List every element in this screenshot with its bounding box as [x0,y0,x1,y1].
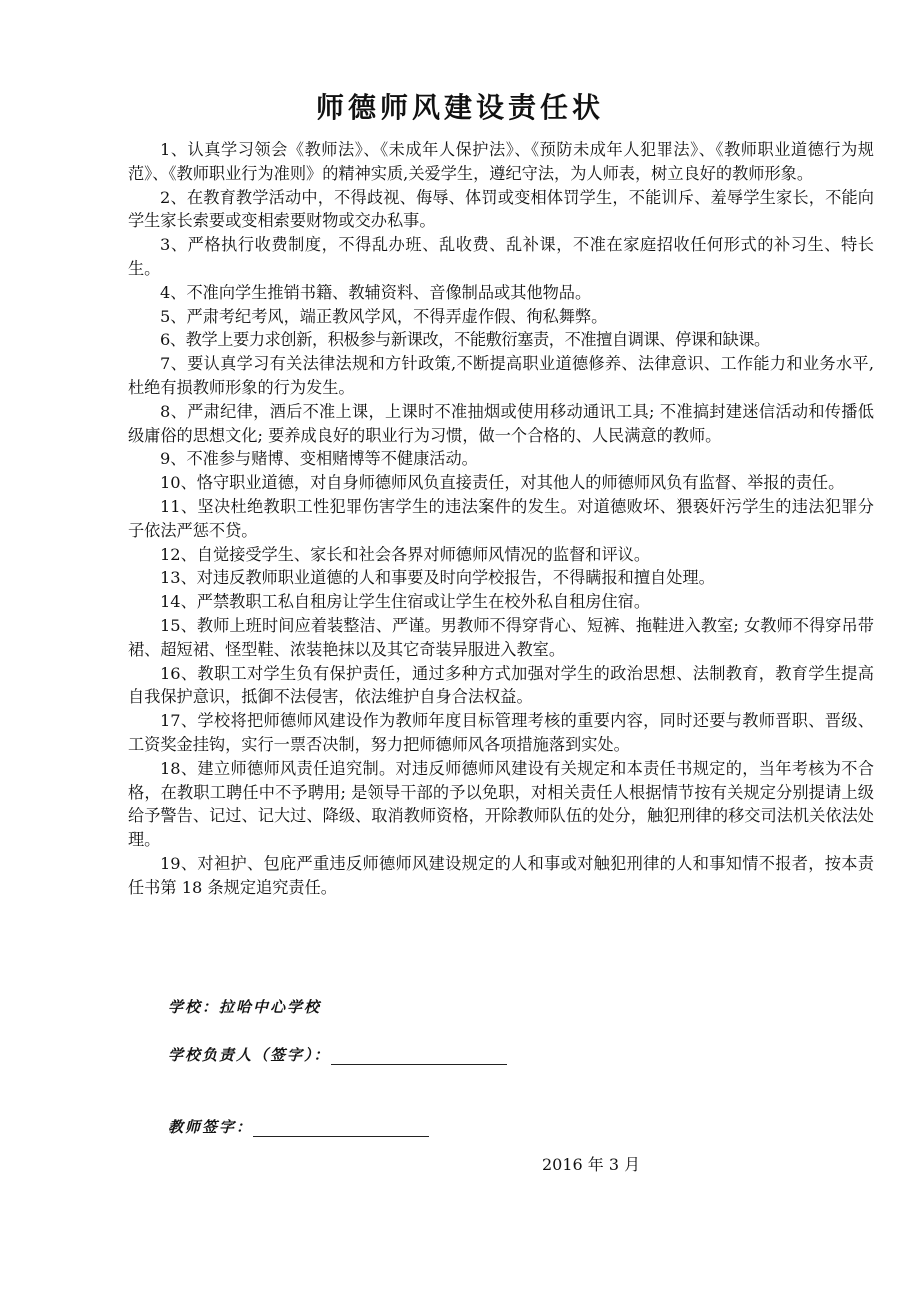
clause-7: 7、要认真学习有关法律法规和方针政策,不断提高职业道德修养、法律意识、工作能力和业务水平,杜绝有损教师形象的行为发生。 [128,354,874,397]
document-date: 2016 年 3 月 [542,1155,641,1174]
clause-13: 13、对违反教师职业道德的人和事要及时向学校报告，不得瞒报和擅自处理。 [160,568,715,588]
clause-1: 1、认真学习领会《教师法》、《未成年人保护法》、《预防未成年人犯罪法》、《教师职业道德行为规范》、《教师职业行为准则》的精神实质,关爱学生，遵纪守法，为人师表，树立良好的教师形象。 [128,140,874,183]
clause-4: 4、不准向学生推销书籍、教辅资料、音像制品或其他物品。 [160,282,592,302]
clause-19: 19、对袒护、包庇严重违反师德师风建设规定的人和事或对触犯刑律的人和事知情不报者，按本责任书第 18 条规定追究责任。 [128,853,874,897]
principal-signature-field[interactable] [331,1046,507,1065]
principal-signature-label: 学校负责人（签字）： [168,1046,331,1064]
clause-12: 12、自觉接受学生、家长和社会各界对师德师风情况的监督和评议。 [160,544,651,564]
clause-14: 14、严禁教职工私自租房让学生住宿或让学生在校外私自租房住宿。 [160,592,651,612]
clause-9: 9、不准参与赌博、变相赌博等不健康活动。 [160,449,478,469]
teacher-signature-line [168,1116,429,1137]
principal-signature-line [168,1044,507,1065]
clause-11: 11、坚决杜绝教职工性犯罪伤害学生的违法案件的发生。对道德败坏、猥亵奸污学生的违法犯罪分子依法严惩不贷。 [128,496,874,540]
document-title: 师德师风建设责任状 [315,91,604,124]
clause-17: 17、学校将把师德师风建设作为教师年度目标管理考核的重要内容，同时还要与教师晋职、晋级、工资奖金挂钩，实行一票否决制，努力把师德师风各项措施落到实处。 [128,711,874,754]
teacher-signature-field[interactable] [253,1118,429,1137]
clause-3: 3、严格执行收费制度，不得乱办班、乱收费、乱补课，不准在家庭招收任何形式的补习生、特长生。 [128,235,874,278]
clause-list [128,138,874,900]
clause-6: 6、教学上要力求创新，积极参与新课改，不能敷衍塞责，不准擅自调课、停课和缺课。 [160,330,770,350]
teacher-signature-label: 教师签字： [168,1118,254,1136]
clause-16: 16、教职工对学生负有保护责任，通过多种方式加强对学生的政治思想、法制教育，教育学生提高自我保护意识，抵御不法侵害，依法维护自身合法权益。 [128,663,874,707]
clause-18: 18、建立师德师风责任追究制。对违反师德师风建设有关规定和本责任书规定的，当年考核为不合格，在教职工聘任中不予聘用; 是领导干部的予以免职，对相关责任人根据情节按有关规定分别提请上级给予警告、记过、记大过、降级、取消教师资格，开除教师队伍的处分，触犯刑律的移交司法机关依法处理。 [128,758,874,850]
school-name-line: 学校：拉哈中心学校 [168,998,322,1016]
clause-5: 5、严肃考纪考风，端正教风学风，不得弄虚作假、徇私舞弊。 [160,306,608,326]
clause-2: 2、在教育教学活动中，不得歧视、侮辱、体罚或变相体罚学生，不能训斥、羞辱学生家长，不能向学生家长索要或变相索要财物或交办私事。 [128,187,874,231]
clause-15: 15、教师上班时间应着装整洁、严谨。男教师不得穿背心、短裤、拖鞋进入教室; 女教师不得穿吊带裙、超短裙、怪型鞋、浓装艳抹以及其它奇装异服进入教室。 [128,615,874,659]
clause-10: 10、恪守职业道德，对自身师德师风负直接责任，对其他人的师德师风负有监督、举报的责任。 [160,473,845,493]
clause-8: 8、严肃纪律，酒后不准上课，上课时不准抽烟或使用移动通讯工具; 不准搞封建迷信活动和传播低级庸俗的思想文化; 要养成良好的职业行为习惯，做一个合格的、人民满意的教师。 [128,401,874,445]
